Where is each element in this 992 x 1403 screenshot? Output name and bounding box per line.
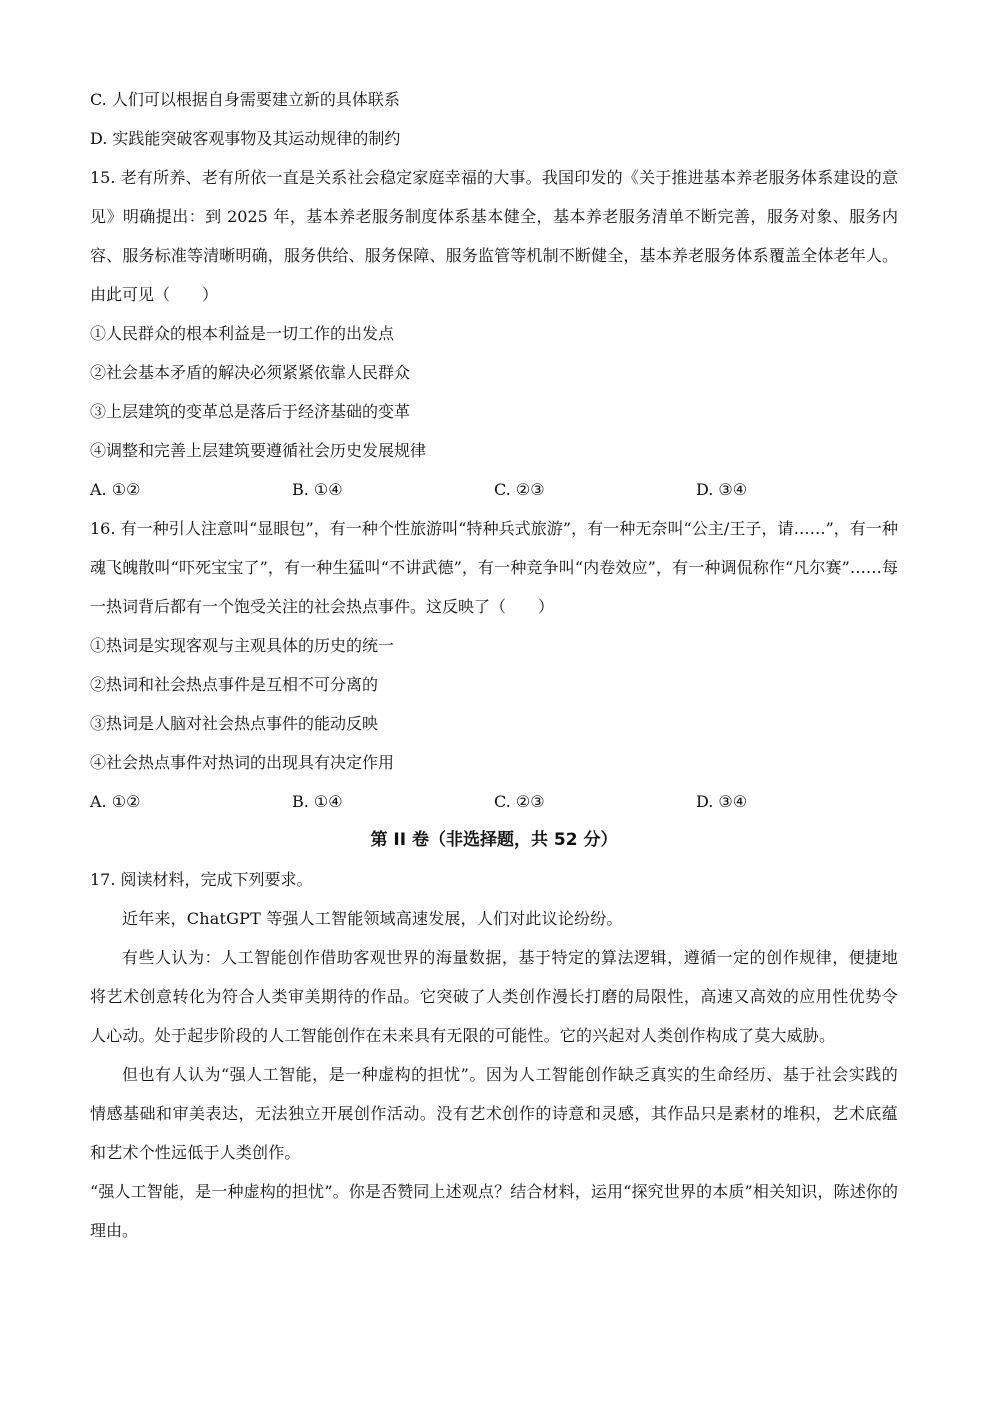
q14-option-c: C. 人们可以根据自身需要建立新的具体联系 [90,90,400,109]
q17-material-para-1: 近年来，ChatGPT 等强人工智能领域高速发展，人们对此议论纷纷。 [122,909,623,928]
q16-choice-d: D. ③④ [696,792,748,811]
q15-item-1: ①人民群众的根本利益是一切工作的出发点 [90,324,395,343]
q17-stem: 17. 阅读材料，完成下列要求。 [90,870,313,889]
q16-item-3: ③热词是人脑对社会热点事件的能动反映 [90,714,379,733]
q15-choices [90,470,898,509]
q15-choice-d: D. ③④ [696,480,748,499]
section-2-title: 第 II 卷（非选择题，共 52 分） [370,830,618,850]
q15-choice-b: B. ①④ [292,480,343,499]
q17-material-para-3: 但也有人认为“强人工智能，是一种虚构的担忧”。因为人工智能创作缺乏真实的生命经历、基于社会实践的情感基础和审美表达，无法独立开展创作活动。没有艺术创作的诗意和灵感，其作品只是素材的堆积，艺术底蕴和艺术个性远低于人类创作。 [90,1065,898,1162]
q16-item-1: ①热词是实现客观与主观具体的历史的统一 [90,636,395,655]
q16-item-4: ④社会热点事件对热词的出现具有决定作用 [90,753,395,772]
q16-choice-b: B. ①④ [292,792,343,811]
q15-item-4: ④调整和完善上层建筑要遵循社会历史发展规律 [90,441,427,460]
q14-option-d: D. 实践能突破客观事物及其运动规律的制约 [90,129,401,148]
q15-stem: 15. 老有所养、老有所依一直是关系社会稳定家庭幸福的大事。我国印发的《关于推进基本养老服务体系建设的意见》明确提出：到 2025 年，基本养老服务制度体系基本健全，基本养老服务清单不断完善，服务对象、服务内容、服务标准等清晰明确，服务供给、服务保障、服务监管等机制不断健全，基本养老服务体系覆盖全体老年人。由此可见（ ） [90,168,898,304]
q17-material-para-2: 有些人认为：人工智能创作借助客观世界的海量数据，基于特定的算法逻辑，遵循一定的创作规律，便捷地将艺术创意转化为符合人类审美期待的作品。它突破了人类创作漫长打磨的局限性，高速又高效的应用性优势令人心动。处于起步阶段的人工智能创作在未来具有无限的可能性。它的兴起对人类创作构成了莫大威胁。 [90,948,898,1045]
q16-choices [90,782,898,821]
q16-stem: 16. 有一种引人注意叫“显眼包”，有一种个性旅游叫“特种兵式旅游”，有一种无奈叫“公主/王子，请……”，有一种魂飞魄散叫“吓死宝宝了”，有一种生猛叫“不讲武德”，有一种竞争叫“内卷效应”，有一种调侃称作“凡尔赛”……每一热词背后都有一个饱受关注的社会热点事件。这反映了（ ） [90,519,898,616]
exam-page [90,80,898,1250]
q15-choice-c: C. ②③ [494,480,545,499]
q16-choice-a: A. ①② [90,792,141,811]
q17-question: “强人工智能，是一种虚构的担忧”。你是否赞同上述观点？结合材料，运用“探究世界的本质”相关知识，陈述你的理由。 [90,1182,898,1240]
q15-choice-a: A. ①② [90,480,141,499]
q15-item-3: ③上层建筑的变革总是落后于经济基础的变革 [90,402,411,421]
q15-item-2: ②社会基本矛盾的解决必须紧紧依靠人民群众 [90,363,411,382]
q16-choice-c: C. ②③ [494,792,545,811]
q16-item-2: ②热词和社会热点事件是互相不可分离的 [90,675,379,694]
